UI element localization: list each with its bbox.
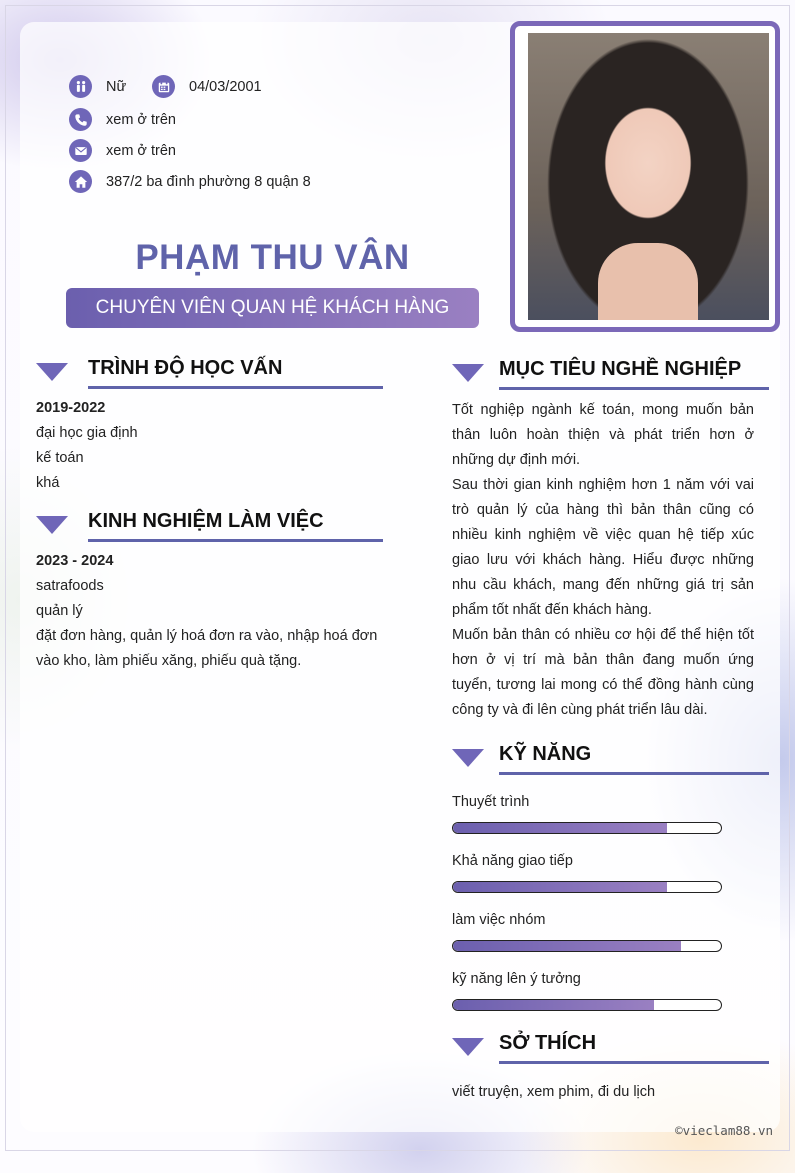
education-grade: khá bbox=[36, 475, 60, 491]
photo-neck bbox=[598, 243, 698, 320]
experience-period: 2023 - 2024 bbox=[36, 553, 114, 569]
experience-role: quản lý bbox=[36, 603, 83, 619]
experience-content bbox=[36, 549, 381, 674]
education-major: kế toán bbox=[36, 450, 84, 466]
candidate-name: PHẠM THU VÂN bbox=[135, 238, 410, 277]
education-heading: TRÌNH ĐỘ HỌC VẤN bbox=[88, 357, 283, 379]
experience-heading: KINH NGHIỆM LÀM VIỆC bbox=[88, 510, 324, 532]
gender-row bbox=[69, 75, 126, 98]
address-value: 387/2 ba đình phường 8 quận 8 bbox=[106, 173, 311, 190]
skill-bar bbox=[452, 940, 722, 952]
skill-fill bbox=[453, 882, 667, 892]
skill-label: Thuyết trình bbox=[452, 794, 530, 810]
heading-underline bbox=[499, 1061, 769, 1064]
candidate-position: CHUYÊN VIÊN QUAN HỆ KHÁCH HÀNG bbox=[66, 288, 479, 328]
skill-bar bbox=[452, 881, 722, 893]
education-section-heading bbox=[36, 357, 383, 387]
skill-label: Khả năng giao tiếp bbox=[452, 853, 573, 869]
education-period: 2019-2022 bbox=[36, 400, 106, 416]
triangle-icon bbox=[452, 749, 484, 767]
skills-section-heading bbox=[452, 743, 770, 773]
triangle-icon bbox=[36, 516, 68, 534]
skill-fill bbox=[453, 823, 667, 833]
heading-underline bbox=[88, 539, 383, 542]
phone-row bbox=[69, 108, 176, 131]
skill-bar bbox=[452, 822, 722, 834]
skill-label: kỹ năng lên ý tưởng bbox=[452, 971, 581, 987]
education-school: đại học gia định bbox=[36, 425, 138, 441]
skills-heading: KỸ NĂNG bbox=[499, 743, 592, 765]
objective-heading: MỤC TIÊU NGHỀ NGHIỆP bbox=[499, 358, 742, 380]
photo-frame bbox=[510, 21, 780, 332]
address-row bbox=[69, 170, 311, 193]
footer-credit: ©vieclam88.vn bbox=[675, 1123, 773, 1138]
phone-value: xem ở trên bbox=[106, 111, 176, 128]
gender-icon bbox=[69, 75, 92, 98]
skill-fill bbox=[453, 1000, 654, 1010]
gender-value: Nữ bbox=[106, 78, 127, 95]
profile-photo bbox=[528, 33, 769, 320]
skill-fill bbox=[453, 941, 681, 951]
objective-paragraph: Muốn bản thân có nhiều cơ hội để thể hiện tốt hơn ở vị trí mà bản thân đang muốn ứng tuyển, tương lai mong có thể đồng hành cùng công ty và đi lên cùng phát triển lâu dài. bbox=[452, 627, 754, 718]
calendar-icon bbox=[152, 75, 175, 98]
experience-description: đặt đơn hàng, quản lý hoá đơn ra vào, nhập hoá đơn vào kho, làm phiếu xăng, phiếu quà tặng. bbox=[36, 628, 378, 669]
hobbies-text: viết truyện, xem phim, đi du lịch bbox=[452, 1084, 656, 1100]
objective-paragraph: Sau thời gian kinh nghiệm hơn 1 năm với vai trò quản lý của hàng thì bản thân cũng có nhiều kinh nghiệm về việc quan hệ tiếp xúc giao lưu với khách hàng. Hiểu được những nhu cầu khách, mang đến những giá trị sản phẩm tốt nhất đến khách hàng. bbox=[452, 477, 754, 618]
education-content bbox=[36, 396, 381, 496]
hobbies-section-heading bbox=[452, 1032, 770, 1062]
skill-label: làm việc nhóm bbox=[452, 912, 546, 928]
objective-content bbox=[452, 398, 754, 723]
heading-underline bbox=[499, 387, 769, 390]
experience-section-heading bbox=[36, 510, 383, 540]
mail-icon bbox=[69, 139, 92, 162]
triangle-icon bbox=[36, 363, 68, 381]
heading-underline bbox=[499, 772, 769, 775]
triangle-icon bbox=[452, 1038, 484, 1056]
heading-underline bbox=[88, 386, 383, 389]
birthdate-value: 04/03/2001 bbox=[189, 78, 262, 95]
email-value: xem ở trên bbox=[106, 142, 176, 159]
phone-icon bbox=[69, 108, 92, 131]
triangle-icon bbox=[452, 364, 484, 382]
skill-bar bbox=[452, 999, 722, 1011]
experience-company: satrafoods bbox=[36, 578, 104, 594]
email-row bbox=[69, 139, 176, 162]
birthdate-row bbox=[152, 75, 262, 98]
hobbies-heading: SỞ THÍCH bbox=[499, 1032, 597, 1054]
objective-paragraph: Tốt nghiệp ngành kế toán, mong muốn bản thân luôn hoàn thiện và phát triển hơn ở những dự định mới. bbox=[452, 402, 754, 468]
objective-section-heading bbox=[452, 358, 770, 388]
home-icon bbox=[69, 170, 92, 193]
